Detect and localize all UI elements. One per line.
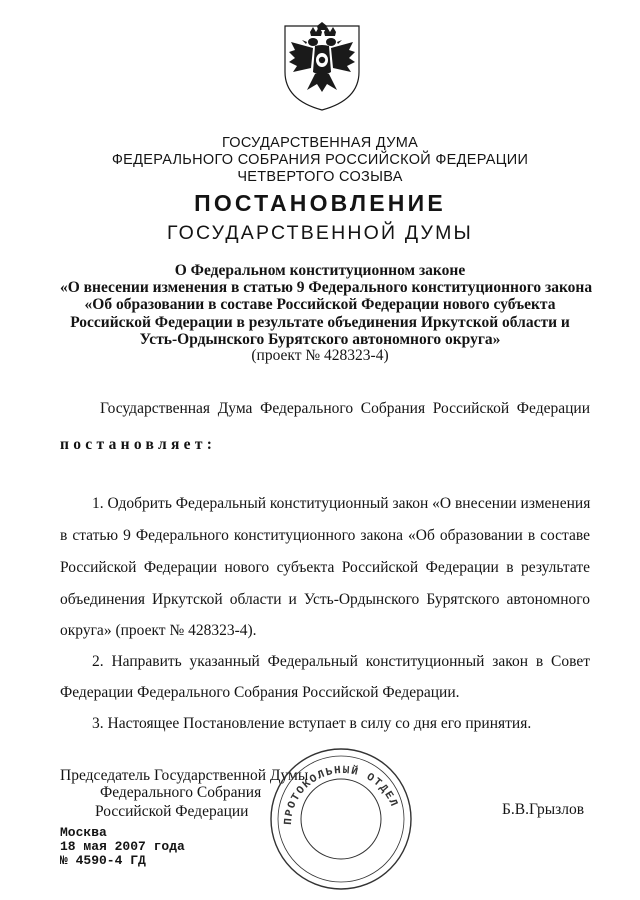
signatory-title-line3: Российской Федерации: [95, 803, 249, 820]
body-line: 3. Настоящее Постановление вступает в силу со дня его принятия.: [92, 715, 532, 732]
body-line: 1. Одобрить Федеральный конституционный закон «О внесении изменения: [92, 495, 591, 512]
org-name-line3: ЧЕТВЕРТОГО СОЗЫВА: [237, 169, 403, 185]
subject-line: О Федеральном конституционном законе: [174, 262, 466, 279]
document-type-subtitle: ГОСУДАРСТВЕННОЙ ДУМЫ: [166, 222, 474, 244]
official-stamp: [256, 735, 426, 900]
signatory-name: Б.В.Грызлов: [502, 801, 585, 818]
coat-of-arms-emblem: [277, 20, 367, 112]
document-type-title: ПОСТАНОВЛЕНИЕ: [194, 190, 446, 216]
footer-number: № 4590-4 ГД: [60, 853, 146, 868]
subject-line: «О внесении изменения в статью 9 Федерального конституционного закона: [60, 279, 593, 297]
body-line: 2. Направить указанный Федеральный конституционный закон в Совет: [92, 653, 590, 670]
footer-date: 18 мая 2007 года: [60, 839, 185, 854]
body-line: в статью 9 Федерального конституционного закона «Об образовании в составе: [60, 527, 590, 544]
org-name-line2: ФЕДЕРАЛЬНОГО СОБРАНИЯ РОССИЙСКОЙ ФЕДЕРАЦИИ: [111, 152, 529, 168]
project-number: (проект № 428323-4): [251, 347, 389, 364]
org-name-line1: ГОСУДАРСТВЕННАЯ ДУМА: [221, 135, 419, 151]
stamp-text: ПРОТОКОЛЬНЫЙ ОТДЕЛ: [282, 764, 400, 826]
body-line: Федерации Федерального Собрания Российской Федерации.: [60, 684, 460, 701]
svg-text:ПРОТОКОЛЬНЫЙ ОТДЕЛ: [283, 764, 400, 826]
signatory-title-line2: Федерального Собрания: [100, 784, 262, 801]
footer-city: Москва: [60, 825, 107, 840]
intro-paragraph: Государственная Дума Федерального Собрания Российской Федерации: [100, 400, 590, 417]
body-line: Российской Федерации нового субъекта Российской Федерации в результате: [60, 559, 590, 576]
subject-line: «Об образовании в составе Российской Федерации нового субъекта: [84, 296, 556, 314]
resolves-heading: постановляет:: [60, 436, 217, 453]
body-line: объединения Иркутской области и Усть-Ордынского Бурятского автономного: [60, 591, 590, 608]
subject-line: Российской Федерации в результате объединения Иркутской области и: [70, 313, 570, 331]
body-line: округа» (проект № 428323-4).: [60, 622, 257, 639]
subject-line: Усть-Ордынского Бурятского автономного округа»: [139, 330, 501, 348]
signatory-title-line1: Председатель Государственной Думы: [60, 767, 309, 784]
document-subject: [60, 262, 593, 348]
